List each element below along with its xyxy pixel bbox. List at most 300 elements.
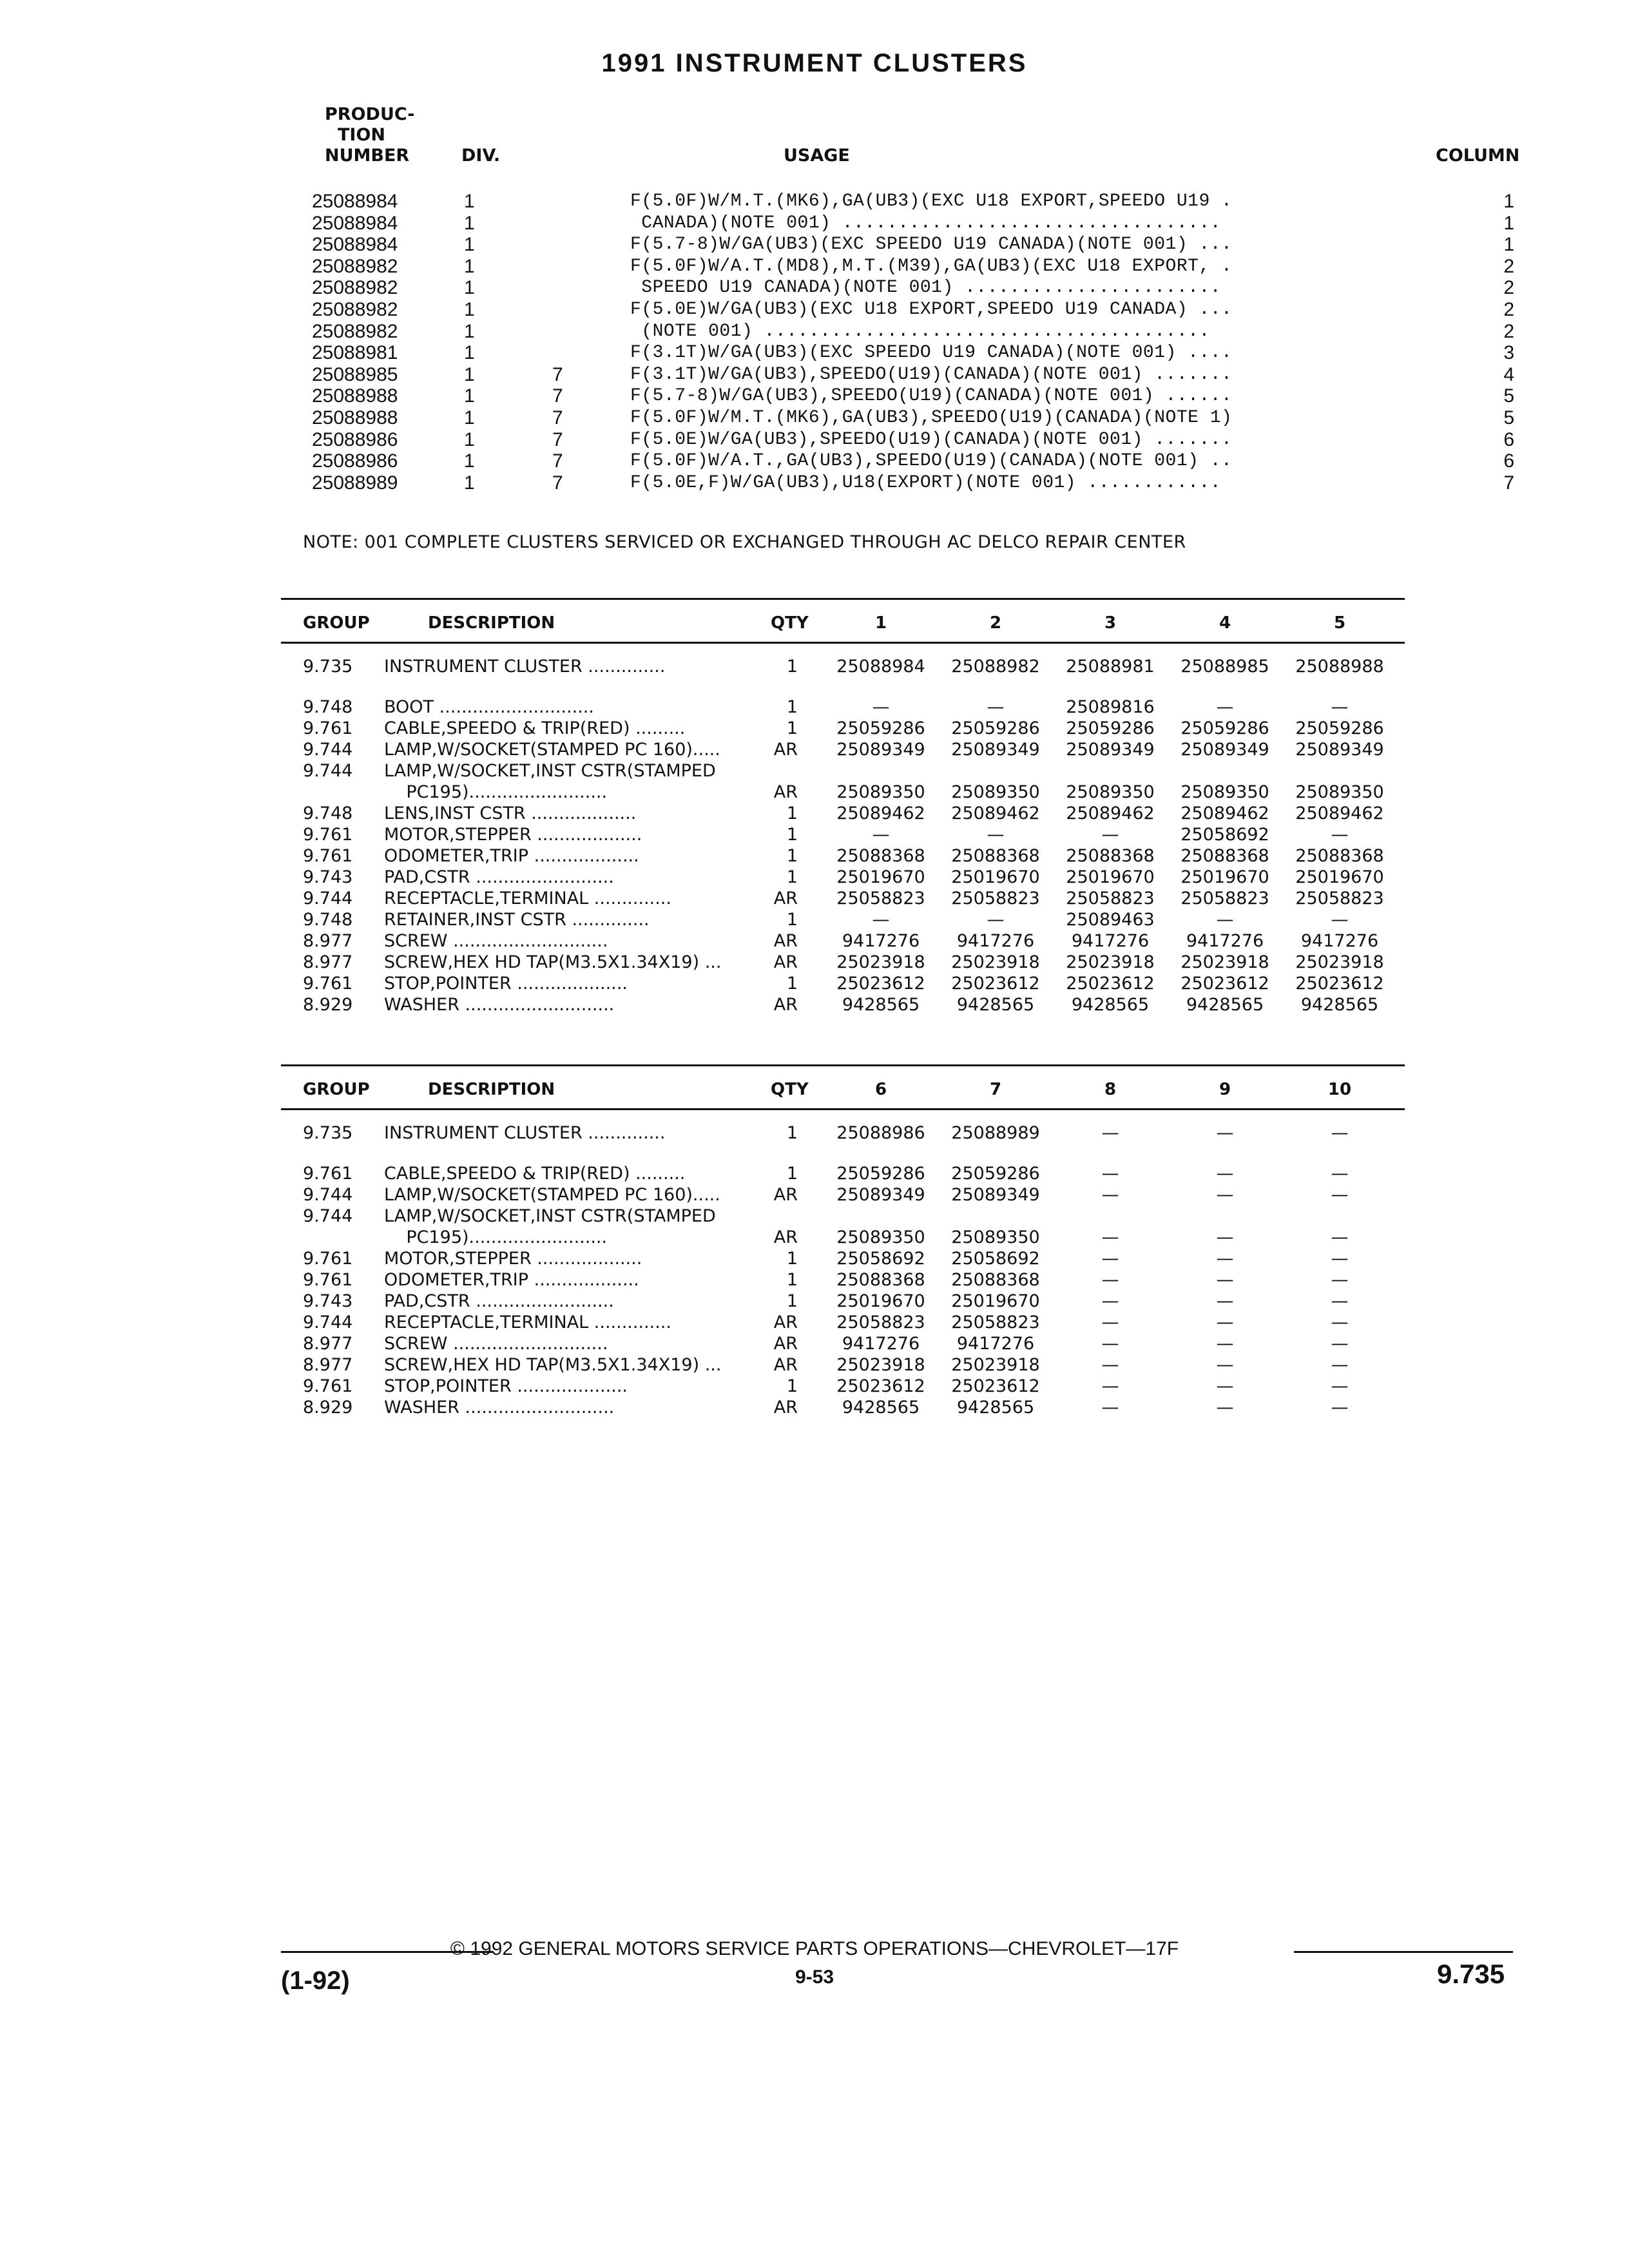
part-number-col-3: —	[1101, 1123, 1119, 1143]
part-number-col-1: 25088986	[836, 1123, 925, 1143]
usage-text: CANADA)(NOTE 001) ..................................	[630, 213, 1222, 233]
part-number-col-5: 9428565	[1300, 995, 1379, 1015]
quantity: AR	[773, 1398, 798, 1418]
part-number-col-2: —	[987, 825, 1005, 845]
usage-row	[0, 429, 1629, 450]
usage-row	[0, 450, 1629, 472]
header-qty: QTY	[771, 1080, 809, 1099]
part-number-col-3: 9417276	[1071, 931, 1150, 951]
footer-copyright: © 1992 GENERAL MOTORS SERVICE PARTS OPERATIONS—CHEVROLET—17F	[450, 1938, 1179, 1959]
part-number-col-3: 25023918	[1066, 952, 1155, 972]
usage-text: F(5.0E)W/GA(UB3)(EXC U18 EXPORT,SPEEDO U19 CANADA) ...	[630, 300, 1233, 320]
usage-row	[0, 277, 1629, 298]
part-description: PAD,CSTR .........................	[384, 867, 614, 887]
part-number-col-4: —	[1216, 1164, 1234, 1184]
division-2: 7	[552, 472, 563, 494]
table-row	[0, 1184, 1629, 1206]
quantity: AR	[773, 931, 798, 951]
part-number-col-1: 25089350	[836, 1227, 925, 1247]
part-number-col-4: —	[1216, 1376, 1234, 1396]
table-row	[0, 1163, 1629, 1184]
group-code: 9.748	[303, 910, 353, 930]
column-number: 2	[1503, 277, 1514, 299]
part-number-col-5: —	[1331, 1123, 1349, 1143]
table-row	[0, 909, 1629, 930]
table-row	[0, 952, 1629, 973]
part-number-col-4: —	[1216, 1185, 1234, 1205]
footer-date-code: (1-92)	[281, 1966, 350, 1995]
usage-row	[0, 213, 1629, 234]
part-number-col-5: 25059286	[1295, 718, 1384, 738]
part-description: MOTOR,STEPPER ...................	[384, 825, 642, 845]
group-code: 9.743	[303, 1291, 353, 1311]
part-description: ODOMETER,TRIP ...................	[384, 846, 639, 866]
header-usage: USAGE	[784, 146, 850, 166]
part-number-col-2: —	[987, 697, 1005, 717]
usage-text: F(3.1T)W/GA(UB3),SPEEDO(U19)(CANADA)(NOTE 001) .......	[630, 364, 1233, 385]
table2-header-rule	[281, 1108, 1405, 1110]
usage-text: F(3.1T)W/GA(UB3)(EXC SPEEDO U19 CANADA)(NOTE 001) ....	[630, 343, 1233, 363]
quantity: 1	[786, 867, 798, 887]
quantity: AR	[773, 952, 798, 972]
part-description: WASHER ...........................	[384, 995, 615, 1015]
part-number-col-3: —	[1101, 1398, 1119, 1418]
table-row	[0, 1397, 1629, 1418]
header-column-8: 8	[1104, 1080, 1117, 1099]
part-number-col-5: —	[1331, 1227, 1349, 1247]
part-number-col-2: 9417276	[956, 931, 1035, 951]
production-number: 25088982	[312, 255, 398, 277]
usage-row	[0, 191, 1629, 212]
column-number: 1	[1503, 234, 1514, 256]
group-code: 9.761	[303, 1376, 353, 1396]
table-row	[0, 1291, 1629, 1312]
production-number: 25088986	[312, 428, 398, 450]
header-column: COLUMN	[1436, 146, 1520, 166]
part-number-col-1: 25023918	[836, 952, 925, 972]
part-number-col-2: 25088989	[951, 1123, 1040, 1143]
quantity: 1	[786, 718, 798, 738]
group-code: 9.761	[303, 846, 353, 866]
group-code: 9.761	[303, 1164, 353, 1184]
table-row	[0, 1227, 1629, 1248]
part-number-col-3: 25089350	[1066, 782, 1155, 802]
part-number-col-4: —	[1216, 1270, 1234, 1290]
part-number-col-2: 25019670	[951, 867, 1040, 887]
part-number-col-2: 25088368	[951, 846, 1040, 866]
part-description: INSTRUMENT CLUSTER ..............	[384, 657, 666, 677]
header-production-number	[325, 104, 415, 166]
part-number-col-2: 25023612	[951, 1376, 1040, 1396]
table-row	[0, 867, 1629, 888]
part-number-col-1: 25089349	[836, 740, 925, 760]
part-number-col-4: 25088985	[1181, 657, 1269, 677]
column-number: 4	[1503, 363, 1514, 385]
part-number-col-5: —	[1331, 1334, 1349, 1354]
part-number-col-5: 9417276	[1300, 931, 1379, 951]
group-code: 9.748	[303, 697, 353, 717]
usage-text: F(5.0F)W/A.T.,GA(UB3),SPEEDO(U19)(CANADA)(NOTE 001) ..	[630, 451, 1233, 472]
header-column-10: 10	[1327, 1080, 1352, 1099]
part-number-col-4: —	[1216, 1249, 1234, 1269]
part-number-col-1: 9417276	[842, 1334, 920, 1354]
part-description: RECEPTACLE,TERMINAL ..............	[384, 889, 671, 908]
part-number-col-1: —	[872, 910, 890, 930]
table-row	[0, 973, 1629, 994]
part-number-col-1: 25089349	[836, 1185, 925, 1205]
part-number-col-2: 25023918	[951, 1355, 1040, 1375]
part-number-col-1: 25059286	[836, 1164, 925, 1184]
usage-row	[0, 385, 1629, 407]
group-code: 9.735	[303, 1123, 353, 1143]
division: 1	[464, 255, 475, 277]
part-number-col-5: —	[1331, 697, 1349, 717]
part-number-col-4: 9417276	[1186, 931, 1264, 951]
part-number-col-2: 25058692	[951, 1249, 1040, 1269]
usage-text: SPEEDO U19 CANADA)(NOTE 001) .......................	[630, 278, 1222, 298]
part-description: SCREW,HEX HD TAP(M3.5X1.34X19) ...	[384, 1355, 722, 1375]
table-row	[0, 782, 1629, 803]
part-number-col-5: 25088368	[1295, 846, 1384, 866]
part-number-col-5: 25088988	[1295, 657, 1384, 677]
column-number: 3	[1503, 342, 1514, 364]
part-description: WASHER ...........................	[384, 1398, 615, 1418]
part-description: SCREW,HEX HD TAP(M3.5X1.34X19) ...	[384, 952, 722, 972]
part-number-col-4: 25059286	[1181, 718, 1269, 738]
part-number-col-1: 25089350	[836, 782, 925, 802]
part-number-col-2: 25089462	[951, 803, 1040, 823]
quantity: 1	[786, 1376, 798, 1396]
table-row	[0, 803, 1629, 824]
group-code: 9.744	[303, 889, 353, 908]
part-number-col-2: 25059286	[951, 718, 1040, 738]
part-number-col-3: 25089463	[1066, 910, 1155, 930]
table2-top-rule	[281, 1064, 1405, 1066]
part-number-col-1: —	[872, 697, 890, 717]
part-description: RECEPTACLE,TERMINAL ..............	[384, 1312, 671, 1332]
part-number-col-5: —	[1331, 910, 1349, 930]
quantity: AR	[773, 1334, 798, 1354]
group-code: 8.929	[303, 1398, 353, 1418]
footer-page-number: 9-53	[795, 1966, 834, 1988]
production-number: 25088981	[312, 342, 398, 364]
production-number: 25088982	[312, 277, 398, 299]
quantity: AR	[773, 1355, 798, 1375]
table-row	[0, 760, 1629, 782]
part-number-col-2: 25088368	[951, 1270, 1040, 1290]
part-number-col-5: 25058823	[1295, 889, 1384, 908]
header-description: DESCRIPTION	[428, 1080, 555, 1099]
part-number-col-2: 25023612	[951, 974, 1040, 994]
division: 1	[464, 299, 475, 320]
table-row	[0, 1248, 1629, 1269]
column-number: 2	[1503, 255, 1514, 277]
part-number-col-4: 9428565	[1186, 995, 1264, 1015]
part-description: LENS,INST CSTR ...................	[384, 803, 637, 823]
division-2: 7	[552, 450, 563, 472]
quantity: 1	[786, 910, 798, 930]
header-column-7: 7	[989, 1080, 1002, 1099]
table-row	[0, 718, 1629, 739]
quantity: AR	[773, 889, 798, 908]
table-row	[0, 824, 1629, 845]
part-description: CABLE,SPEEDO & TRIP(RED) .........	[384, 1164, 686, 1184]
part-number-col-2: 25023918	[951, 952, 1040, 972]
part-number-col-1: 25088368	[836, 1270, 925, 1290]
group-code: 9.744	[303, 1312, 353, 1332]
group-code: 9.761	[303, 825, 353, 845]
page-title: 1991 INSTRUMENT CLUSTERS	[601, 49, 1028, 77]
header-qty: QTY	[771, 613, 809, 633]
group-code: 9.761	[303, 1249, 353, 1269]
table-row	[0, 656, 1629, 677]
part-number-col-5: —	[1331, 1355, 1349, 1375]
group-code: 9.735	[303, 657, 353, 677]
part-number-col-2: 25088982	[951, 657, 1040, 677]
quantity: AR	[773, 1185, 798, 1205]
part-number-col-3: —	[1101, 1227, 1119, 1247]
part-number-col-5: —	[1331, 1270, 1349, 1290]
usage-row	[0, 407, 1629, 428]
usage-row	[0, 342, 1629, 363]
note-text: NOTE: 001 COMPLETE CLUSTERS SERVICED OR EXCHANGED THROUGH AC DELCO REPAIR CENTER	[303, 532, 1186, 552]
header-description: DESCRIPTION	[428, 613, 555, 633]
part-number-col-5: 25089350	[1295, 782, 1384, 802]
table-row	[0, 845, 1629, 867]
part-number-col-3: —	[1101, 1355, 1119, 1375]
usage-row	[0, 256, 1629, 277]
part-number-col-3: 25088981	[1066, 657, 1155, 677]
table-row	[0, 1333, 1629, 1354]
part-number-col-1: 25088984	[836, 657, 925, 677]
production-number: 25088988	[312, 407, 398, 428]
usage-text: F(5.0F)W/M.T.(MK6),GA(UB3)(EXC U18 EXPORT,SPEEDO U19 .	[630, 191, 1233, 211]
group-code: 8.977	[303, 931, 353, 951]
part-description: STOP,POINTER ....................	[384, 1376, 628, 1396]
part-number-col-2: 25089350	[951, 1227, 1040, 1247]
part-number-col-3: —	[1101, 1270, 1119, 1290]
column-number: 1	[1503, 191, 1514, 212]
part-number-col-2: 25089349	[951, 1185, 1040, 1205]
division: 1	[464, 472, 475, 494]
group-code: 9.743	[303, 867, 353, 887]
part-number-col-1: 9428565	[842, 995, 920, 1015]
header-group: GROUP	[303, 1080, 370, 1099]
division: 1	[464, 320, 475, 342]
production-number: 25088989	[312, 472, 398, 494]
quantity: AR	[773, 740, 798, 760]
table1-header-rule	[281, 642, 1405, 644]
header-prod-line2: TION	[338, 125, 386, 145]
quantity: 1	[786, 1291, 798, 1311]
usage-row	[0, 364, 1629, 385]
part-number-col-1: 25088368	[836, 846, 925, 866]
part-number-col-3: —	[1101, 1249, 1119, 1269]
table-row	[0, 930, 1629, 952]
part-description: BOOT ............................	[384, 697, 594, 717]
division: 1	[464, 450, 475, 472]
production-number: 25088982	[312, 299, 398, 320]
usage-text: F(5.0E)W/GA(UB3),SPEEDO(U19)(CANADA)(NOTE 001) .......	[630, 429, 1233, 450]
division: 1	[464, 212, 475, 234]
part-description: PC195).........................	[384, 1227, 608, 1247]
part-number-col-4: —	[1216, 1355, 1234, 1375]
group-code: 8.977	[303, 952, 353, 972]
column-number: 5	[1503, 385, 1514, 407]
usage-text: F(5.0E,F)W/GA(UB3),U18(EXPORT)(NOTE 001) ............	[630, 472, 1222, 493]
part-number-col-1: 25019670	[836, 867, 925, 887]
header-div: DIV.	[461, 146, 501, 166]
part-number-col-1: 9428565	[842, 1398, 920, 1418]
part-number-col-5: 25023918	[1295, 952, 1384, 972]
part-number-col-4: 25089349	[1181, 740, 1269, 760]
table-row	[0, 1122, 1629, 1144]
division: 1	[464, 342, 475, 364]
part-description: LAMP,W/SOCKET,INST CSTR(STAMPED	[384, 1206, 716, 1226]
part-number-col-2: 9428565	[956, 995, 1035, 1015]
usage-text: F(5.7-8)W/GA(UB3),SPEEDO(U19)(CANADA)(NOTE 001) ......	[630, 386, 1233, 407]
group-code: 9.744	[303, 740, 353, 760]
part-description: RETAINER,INST CSTR ..............	[384, 910, 650, 930]
part-description: LAMP,W/SOCKET,INST CSTR(STAMPED	[384, 761, 716, 781]
table-row	[0, 994, 1629, 1015]
part-number-col-5: 25019670	[1295, 867, 1384, 887]
division: 1	[464, 363, 475, 385]
quantity: 1	[786, 657, 798, 677]
part-number-col-2: 25058823	[951, 1312, 1040, 1332]
part-number-col-3: 25019670	[1066, 867, 1155, 887]
quantity: 1	[786, 1249, 798, 1269]
column-number: 1	[1503, 212, 1514, 234]
quantity: 1	[786, 1270, 798, 1290]
part-number-col-1: —	[872, 825, 890, 845]
division: 1	[464, 234, 475, 256]
table-row	[0, 739, 1629, 760]
part-number-col-4: 25023612	[1181, 974, 1269, 994]
part-description: INSTRUMENT CLUSTER ..............	[384, 1123, 666, 1143]
part-number-col-4: 25089350	[1181, 782, 1269, 802]
group-code: 9.761	[303, 1270, 353, 1290]
part-number-col-5: —	[1331, 1376, 1349, 1396]
group-code: 9.744	[303, 1206, 353, 1226]
division: 1	[464, 277, 475, 299]
column-number: 2	[1503, 320, 1514, 342]
division: 1	[464, 385, 475, 407]
division-2: 7	[552, 363, 563, 385]
table-row	[0, 888, 1629, 909]
column-number: 2	[1503, 299, 1514, 320]
part-description: LAMP,W/SOCKET(STAMPED PC 160).....	[384, 740, 720, 760]
part-number-col-3: 25089816	[1066, 697, 1155, 717]
quantity: 1	[786, 803, 798, 823]
division: 1	[464, 407, 475, 428]
quantity: AR	[773, 1227, 798, 1247]
part-number-col-1: 25023918	[836, 1355, 925, 1375]
part-number-col-2: 9428565	[956, 1398, 1035, 1418]
part-number-col-2: 25058823	[951, 889, 1040, 908]
table-row	[0, 1312, 1629, 1333]
part-description: PC195).........................	[384, 782, 608, 802]
part-number-col-3: 25089349	[1066, 740, 1155, 760]
column-number: 6	[1503, 428, 1514, 450]
part-number-col-2: 25089349	[951, 740, 1040, 760]
group-code: 9.748	[303, 803, 353, 823]
production-number: 25088982	[312, 320, 398, 342]
part-number-col-1: 25058823	[836, 1312, 925, 1332]
table-row	[0, 1376, 1629, 1397]
division-2: 7	[552, 428, 563, 450]
usage-row	[0, 299, 1629, 320]
part-number-col-5: —	[1331, 1249, 1349, 1269]
part-number-col-5: 25089462	[1295, 803, 1384, 823]
table1-top-rule	[281, 598, 1405, 600]
group-code: 9.744	[303, 761, 353, 781]
part-description: SCREW ............................	[384, 931, 608, 951]
header-prod-line1: PRODUC-	[325, 104, 415, 124]
part-number-col-4: —	[1216, 1227, 1234, 1247]
part-number-col-2: 9417276	[956, 1334, 1035, 1354]
table-row	[0, 1354, 1629, 1376]
part-number-col-3: —	[1101, 1291, 1119, 1311]
part-number-col-1: 25023612	[836, 974, 925, 994]
quantity: 1	[786, 825, 798, 845]
division-2: 7	[552, 385, 563, 407]
part-number-col-2: 25059286	[951, 1164, 1040, 1184]
part-number-col-4: —	[1216, 697, 1234, 717]
part-description: CABLE,SPEEDO & TRIP(RED) .........	[384, 718, 686, 738]
part-number-col-2: 25019670	[951, 1291, 1040, 1311]
usage-text: F(5.0F)W/A.T.(MD8),M.T.(M39),GA(UB3)(EXC U18 EXPORT, .	[630, 256, 1233, 276]
quantity: 1	[786, 1164, 798, 1184]
part-number-col-3: 25059286	[1066, 718, 1155, 738]
division: 1	[464, 191, 475, 212]
production-number: 25088986	[312, 450, 398, 472]
part-number-col-1: 25023612	[836, 1376, 925, 1396]
quantity: 1	[786, 846, 798, 866]
usage-row	[0, 234, 1629, 255]
footer-section-number: 9.735	[1437, 1959, 1505, 1989]
part-number-col-4: —	[1216, 910, 1234, 930]
part-number-col-5: —	[1331, 1291, 1349, 1311]
part-number-col-5: 25023612	[1295, 974, 1384, 994]
header-column-5: 5	[1333, 613, 1346, 633]
division: 1	[464, 428, 475, 450]
quantity: AR	[773, 782, 798, 802]
table-row	[0, 1269, 1629, 1291]
part-number-col-4: —	[1216, 1291, 1234, 1311]
part-number-col-3: 9428565	[1071, 995, 1150, 1015]
part-number-col-1: 25059286	[836, 718, 925, 738]
part-number-col-3: —	[1101, 825, 1119, 845]
production-number: 25088984	[312, 212, 398, 234]
column-number: 7	[1503, 472, 1514, 494]
usage-row	[0, 472, 1629, 494]
header-column-4: 4	[1219, 613, 1231, 633]
part-number-col-3: —	[1101, 1334, 1119, 1354]
part-number-col-1: 25019670	[836, 1291, 925, 1311]
part-number-col-5: —	[1331, 1398, 1349, 1418]
usage-text: F(5.0F)W/M.T.(MK6),GA(UB3),SPEEDO(U19)(CANADA)(NOTE 1)	[630, 408, 1233, 428]
usage-row	[0, 321, 1629, 342]
table-row	[0, 1206, 1629, 1227]
part-number-col-3: 25058823	[1066, 889, 1155, 908]
production-number: 25088984	[312, 191, 398, 212]
part-number-col-3: —	[1101, 1312, 1119, 1332]
quantity: 1	[786, 1123, 798, 1143]
part-number-col-3: —	[1101, 1164, 1119, 1184]
part-number-col-2: 25089350	[951, 782, 1040, 802]
group-code: 8.929	[303, 995, 353, 1015]
